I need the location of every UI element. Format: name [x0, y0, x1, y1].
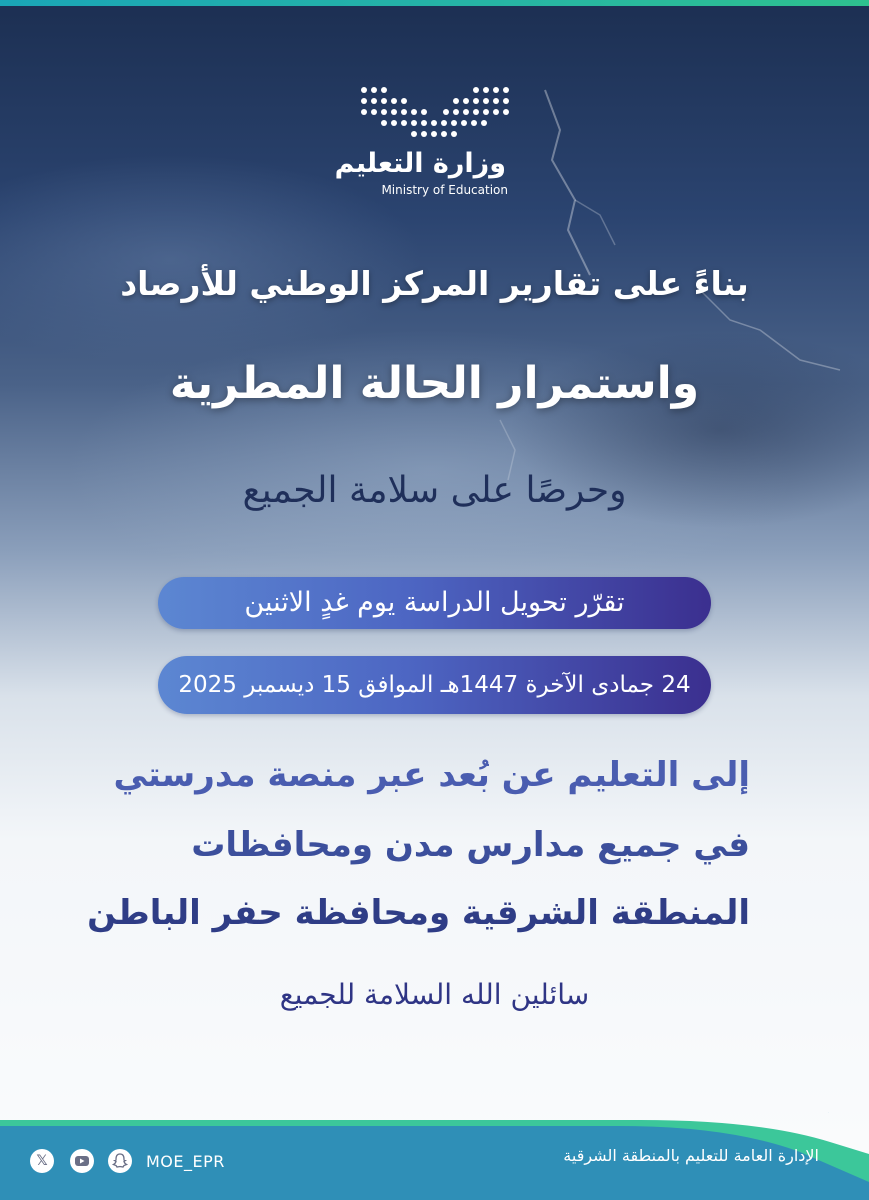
body-line-remote-learning: إلى التعليم عن بُعد عبر منصة مدرستي — [113, 755, 750, 795]
social-handle[interactable]: MOE_EPR — [146, 1152, 225, 1171]
decision-pill: تقرّر تحويل الدراسة يوم غدٍ الاثنين — [158, 577, 711, 629]
closing-line: سائلين الله السلامة للجميع — [279, 978, 590, 1011]
intro-line-reports: بناءً على تقارير المركز الوطني للأرصاد — [120, 264, 749, 303]
snapchat-icon[interactable] — [108, 1149, 132, 1173]
ministry-logo — [330, 82, 550, 202]
logo-dots-icon — [356, 82, 516, 142]
date-pill: 24 جمادى الآخرة 1447هـ الموافق 15 ديسمبر 2025 — [158, 656, 711, 714]
body-line-region: المنطقة الشرقية ومحافظة حفر الباطن — [87, 893, 750, 933]
youtube-icon[interactable] — [70, 1149, 94, 1173]
x-icon[interactable]: 𝕏 — [30, 1149, 54, 1173]
body-line-schools: في جميع مدارس مدن ومحافظات — [191, 825, 750, 865]
footer-band — [0, 1112, 869, 1200]
intro-line-rain: واستمرار الحالة المطرية — [169, 358, 700, 409]
logo-arabic-name: وزارة التعليم — [334, 148, 506, 179]
logo-english-name: Ministry of Education — [381, 183, 508, 197]
department-name: الإدارة العامة للتعليم بالمنطقة الشرقية — [563, 1146, 819, 1165]
intro-line-safety: وحرصًا على سلامة الجميع — [242, 470, 627, 511]
